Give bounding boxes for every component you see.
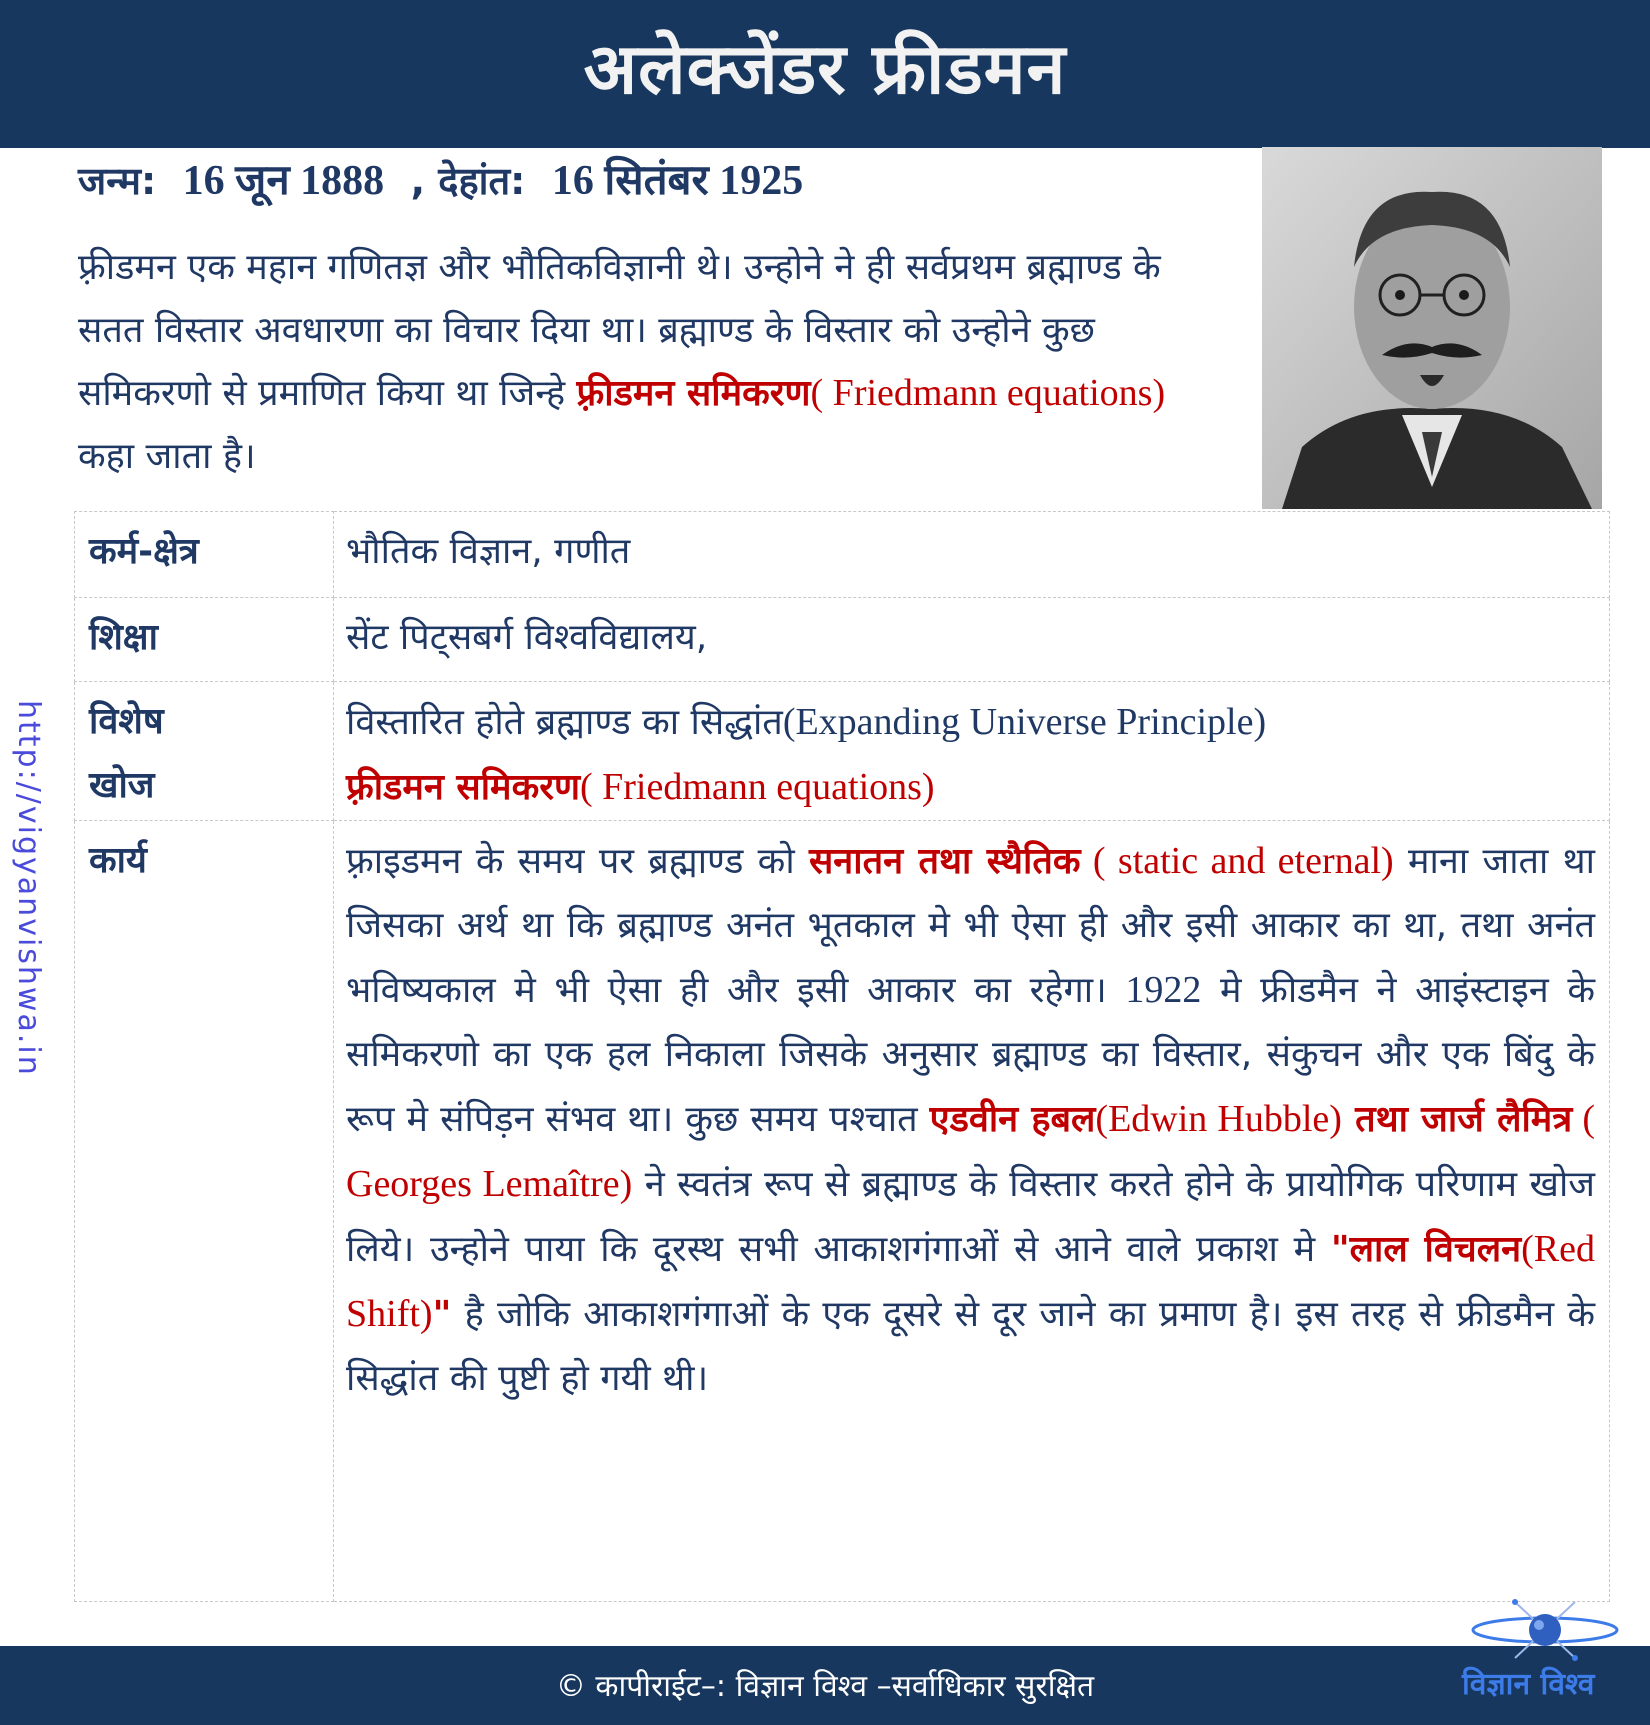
discovery-line — [346, 690, 1595, 755]
work-english: ( static and eternal) — [1080, 840, 1394, 882]
work-highlight: " — [432, 1294, 452, 1335]
field-value — [334, 682, 1610, 821]
life-dates — [78, 150, 803, 207]
field-label: कर्म-क्षेत्र — [75, 512, 334, 598]
friedmann-equations-highlight: फ़्रीडमन समिकरण — [576, 373, 811, 414]
title-banner — [0, 0, 1650, 148]
field-value: सेंट पिट्सबर्ग विश्वविद्यालय, — [334, 598, 1610, 682]
page-title: अलेक्जेंडर फ्रीडमन — [583, 28, 1067, 110]
work-year: 1922 — [1125, 969, 1202, 1011]
field-label: कार्य — [75, 821, 334, 1602]
table-row — [75, 682, 1610, 821]
work-text: मे फ्रीडमैन ने आइंस्टाइन के समिकरणो का एक हल निकाला जिसके अनुसार ब्रह्माण्ड का विस्तार, संकुचन और एक बिंदु के रूप मे संपिड़न संभव था। कुछ समय पश्चात — [346, 970, 1595, 1140]
info-table — [74, 511, 1610, 1602]
website-url[interactable]: http://vigyanvishwa.in — [11, 700, 46, 1077]
intro-text-1: फ़्रीडमन एक महान गणितज्ञ और भौतिकविज्ञानी थे। उन्होने ने ही सर्वप्रथम ब्रह्माण्ड के सतत विस्तार अवधारणा का विचार दिया था। ब्रह्माण्ड के विस्तार को उन्होने कुछ समिकरणो से प्रमाणित किया था जिन्हे — [78, 247, 1161, 414]
table-row — [75, 512, 1610, 598]
death-date: 16 सितंबर 1925 — [551, 158, 804, 204]
work-english: (Edwin Hubble) — [1095, 1098, 1342, 1140]
copyright-notice: © कापीराईट–: विज्ञान विश्व –सर्वाधिकार सुरक्षित — [555, 1669, 1095, 1704]
intro-text-2: कहा जाता है। — [78, 436, 256, 477]
table-row — [75, 821, 1610, 1602]
discovery-line — [346, 755, 1595, 820]
work-highlight: सनातन तथा स्थैतिक — [808, 841, 1081, 882]
work-text: ने स्वतंत्र रूप से ब्रह्माण्ड के विस्तार करते होने के प्रायोगिक परिणाम खोज लिये। उन्होने पाया कि दूरस्थ सभी आकाशगंगाओं से आने वाले प्रकाश मे — [346, 1164, 1595, 1270]
intro-paragraph — [78, 236, 1228, 488]
birth-date: 16 जून 1888 — [182, 158, 385, 204]
birth-label: जन्म: — [78, 159, 157, 203]
friedmann-equations-english: ( Friedmann equations) — [579, 766, 935, 808]
discovery-text: विस्तारित होते ब्रह्माण्ड का सिद्धांत — [346, 702, 783, 743]
field-label — [75, 682, 334, 821]
work-text: माना जाता था जिसका अर्थ था कि ब्रह्माण्ड अनंत भूतकाल मे भी ऐसा ही और इसी आकार का था, तथा अनंत भविष्यकाल मे भी ऐसा ही और इसी आकार का रहेगा। — [346, 841, 1595, 1011]
friedmann-equations-highlight: फ़्रीडमन समिकरण — [346, 767, 580, 808]
work-highlight: "लाल विचलन — [1330, 1229, 1522, 1270]
work-text: फ़्राइडमन के समय पर ब्रह्माण्ड को — [346, 841, 809, 882]
date-separator: , — [410, 159, 426, 203]
friedmann-equations-english: ( Friedmann equations) — [810, 372, 1166, 414]
field-label-line: खोज — [89, 765, 155, 806]
field-value: भौतिक विज्ञान, गणीत — [334, 512, 1610, 598]
field-label: शिक्षा — [75, 598, 334, 682]
work-text: है जोकि आकाशगंगाओं के एक दूसरे से दूर जाने का प्रमाण है। इस तरह से फ्रीडमैन के सिद्धांत की पुष्टी हो गयी थी। — [346, 1294, 1595, 1399]
logo-text: विज्ञान विश्व — [1462, 1667, 1595, 1702]
work-english: (Red Shift) — [346, 1228, 1595, 1335]
work-description — [334, 821, 1610, 1602]
work-highlight: एडवीन हबल — [929, 1099, 1096, 1140]
portrait-photo — [1262, 147, 1602, 509]
table-row — [75, 598, 1610, 682]
discovery-english: (Expanding Universe Principle) — [782, 701, 1267, 743]
portrait-illustration — [1262, 147, 1602, 509]
field-label-line: विशेष — [89, 701, 164, 742]
footer-bar — [0, 1646, 1650, 1725]
work-english: ( Georges Lemaître) — [346, 1098, 1595, 1205]
work-highlight: तथा जार्ज लैमित्र — [1341, 1099, 1573, 1140]
death-label: देहांत: — [438, 159, 526, 203]
